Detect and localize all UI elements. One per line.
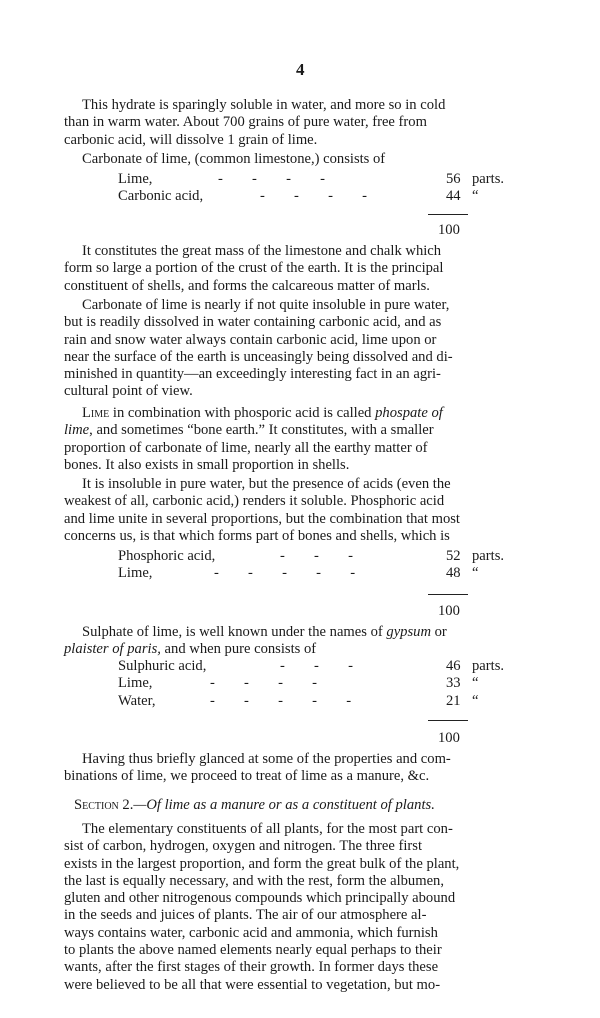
sulphate-total: 100 xyxy=(438,730,460,746)
text-run: and when pure consists of xyxy=(160,641,317,658)
text-line: bones. It also exists in small proportion in shells. xyxy=(64,456,350,473)
text-line: carbonic acid, will dissolve 1 grain of lime. xyxy=(64,131,318,148)
text-line xyxy=(64,641,548,658)
paragraph-sulphate xyxy=(64,624,548,659)
page-number: 4 xyxy=(296,60,305,79)
text-run: Sulphate of lime, is well known under the names of xyxy=(82,624,387,640)
component-value: 48 xyxy=(446,565,461,582)
section-heading xyxy=(74,797,554,814)
text-line: were believed to be all that were essential to vegetation, but mo- xyxy=(64,976,441,993)
carbonate-composition-table xyxy=(118,171,505,206)
table-row xyxy=(118,693,498,710)
text-line: minished in quantity—an exceedingly interesting fact in an agri- xyxy=(64,366,441,383)
text-line: It is insoluble in pure water, but the presence of acids (even the xyxy=(82,476,451,492)
italic-term: lime xyxy=(64,422,90,439)
italic-term: gypsum xyxy=(386,624,431,640)
text-line: near the surface of the earth is unceasingly being dissolved and di- xyxy=(64,348,453,365)
component-value: 56 xyxy=(446,171,461,187)
italic-term: phospate of xyxy=(375,405,443,421)
paragraph-carbonate-solubility xyxy=(64,297,548,401)
leader-dashes: - - - - xyxy=(218,171,326,187)
paragraph-limestone xyxy=(64,243,548,295)
text-line: in the seeds and juices of plants. The air of our atmosphere al- xyxy=(64,907,427,924)
text-line: It constitutes the great mass of the limestone and chalk which xyxy=(82,243,442,259)
component-name: Lime, xyxy=(118,171,153,187)
component-name: Lime, xyxy=(118,675,153,692)
text-line: constituent of shells, and forms the calcareous matter of marls. xyxy=(64,277,430,294)
text-line: form so large a portion of the crust of the earth. It is the principal xyxy=(64,260,444,277)
text-run: or xyxy=(430,624,447,640)
table-row xyxy=(118,565,498,582)
sulphate-composition-table xyxy=(118,658,505,710)
leader-dashes: - - - xyxy=(280,548,353,564)
leader-dashes: - - - - xyxy=(260,188,368,205)
paragraph-transition xyxy=(64,751,548,786)
text-line: wants, after the first stages of their growth. In former days these xyxy=(64,959,439,976)
component-value: 21 xyxy=(446,692,461,709)
text-line: than in warm water. About 700 grains of pure water, free from xyxy=(64,114,427,131)
section-title: —Of lime as a manure or as a constituent of plants. xyxy=(133,797,435,813)
lime-small-caps: Lime xyxy=(82,405,110,421)
component-unit: parts. xyxy=(472,658,505,674)
component-name: Carbonic acid, xyxy=(118,188,204,205)
component-value: 52 xyxy=(446,548,461,564)
component-unit: “ xyxy=(472,565,479,582)
text-line xyxy=(64,405,548,422)
leader-dashes: - - - - xyxy=(210,675,318,692)
table-row xyxy=(118,658,505,675)
text-line: rain and snow water always contain carbonic acid, lime upon or xyxy=(64,331,437,348)
text-line: binations of lime, we proceed to treat of lime as a manure, &c. xyxy=(64,768,430,785)
component-name: Phosphoric acid, xyxy=(118,548,216,564)
table-row xyxy=(118,675,498,692)
leader-dashes: - - - - - xyxy=(214,565,356,582)
phosphate-total: 100 xyxy=(438,603,460,619)
component-name: Lime, xyxy=(118,565,153,582)
component-value: 33 xyxy=(446,675,461,692)
component-unit: parts. xyxy=(472,548,505,564)
text-line: Carbonate of lime, (common limestone,) consists of xyxy=(82,151,386,167)
carbonate-intro xyxy=(82,151,566,168)
section-label: Section 2. xyxy=(74,797,134,813)
sum-rule xyxy=(428,214,468,215)
text-line: concerns us, is that which forms part of bones and shells, which is xyxy=(64,527,450,544)
component-name: Sulphuric acid, xyxy=(118,658,207,674)
text-line: the last is equally necessary, and with the rest, form the albumen, xyxy=(64,872,445,889)
text-line: to plants the above named elements nearly equal perhaps to their xyxy=(64,942,442,959)
component-unit: “ xyxy=(472,188,479,205)
component-unit: “ xyxy=(472,675,479,692)
paragraph-hydrate xyxy=(64,97,548,149)
text-line: cultural point of view. xyxy=(64,383,193,400)
text-line: proportion of carbonate of lime, nearly all the earthy matter of xyxy=(64,439,428,456)
text-run: in combination with phosporic acid is called xyxy=(109,405,376,421)
phosphate-composition-table xyxy=(118,548,505,583)
table-row xyxy=(118,188,498,205)
italic-term: plaister of paris, xyxy=(64,641,161,658)
component-value: 46 xyxy=(446,658,461,674)
component-unit: “ xyxy=(472,692,479,709)
leader-dashes: - - - xyxy=(280,658,353,674)
component-value: 44 xyxy=(446,188,461,205)
text-line: weakest of all, carbonic acid,) renders it soluble. Phosphoric acid xyxy=(64,493,445,510)
sum-rule xyxy=(428,720,468,721)
text-line: and lime unite in several proportions, but the combination that most xyxy=(64,510,460,527)
text-line: Carbonate of lime is nearly if not quite insoluble in pure water, xyxy=(82,297,450,313)
table-row xyxy=(118,171,505,188)
sum-rule xyxy=(428,594,468,595)
leader-dashes: - - - - - xyxy=(210,692,352,709)
text-line: gluten and other nitrogenous compounds which principally abound xyxy=(64,890,456,907)
paragraph-elementary-constituents xyxy=(64,821,548,994)
text-line xyxy=(64,422,548,439)
table-row xyxy=(118,548,505,565)
text-line: This hydrate is sparingly soluble in water, and more so in cold xyxy=(82,97,446,113)
text-line: The elementary constituents of all plants, for the most part con- xyxy=(82,821,453,837)
text-line: but is readily dissolved in water containing carbonic acid, and as xyxy=(64,314,442,331)
paragraph-phosphate-solubility xyxy=(64,476,548,545)
text-line: exists in the largest proportion, and form the great bulk of the plant, xyxy=(64,855,460,872)
component-unit: parts. xyxy=(472,171,505,187)
text-line: sist of carbon, hydrogen, oxygen and nitrogen. The three first xyxy=(64,838,422,855)
text-line: ways contains water, carbonic acid and ammonia, which furnish xyxy=(64,924,438,941)
text-line: Having thus briefly glanced at some of the properties and com- xyxy=(82,751,451,767)
component-name: Water, xyxy=(118,692,156,709)
text-line xyxy=(64,624,548,641)
carbonate-total: 100 xyxy=(438,222,460,238)
text-run: , and sometimes “bone earth.” It constitutes, with a smaller xyxy=(89,422,434,439)
paragraph-phosphate xyxy=(64,405,548,474)
